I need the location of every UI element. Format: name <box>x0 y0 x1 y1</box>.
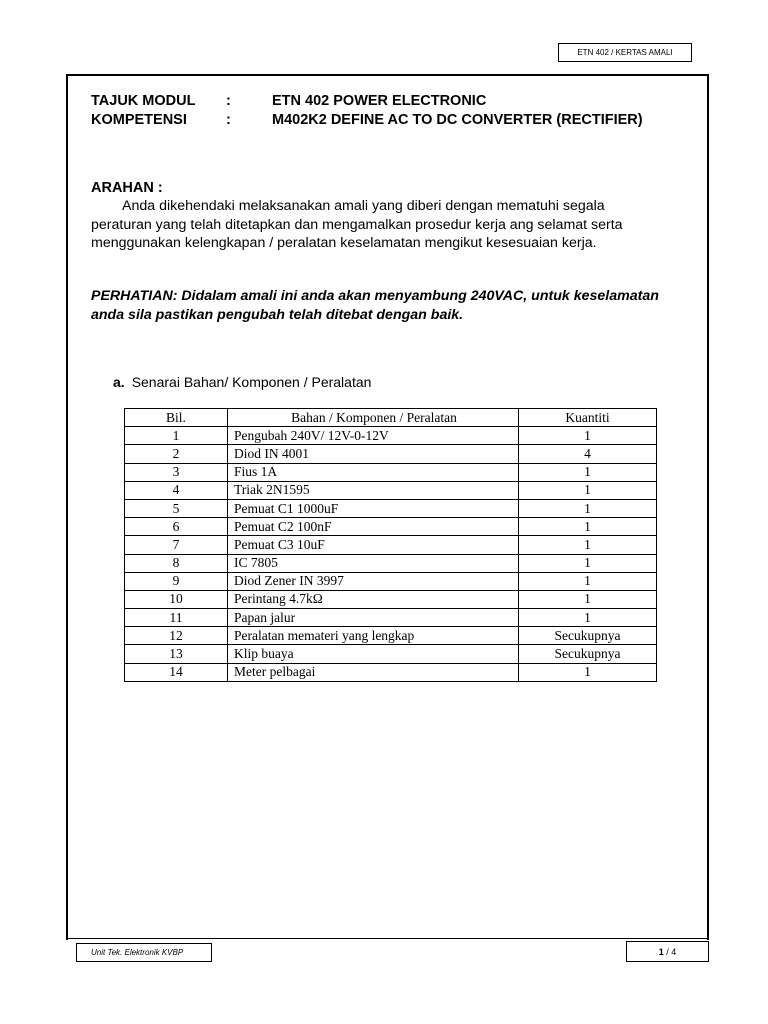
cell-item: Meter pelbagai <box>228 663 519 681</box>
cell-item: Pengubah 240V/ 12V-0-12V <box>228 427 519 445</box>
section-a-title: Senarai Bahan/ Komponen / Peralatan <box>131 374 372 390</box>
table-row <box>125 627 657 645</box>
cell-quantity: 1 <box>519 518 657 536</box>
cell-bil: 7 <box>125 536 228 554</box>
footer-unit: Unit Tek. Elektronik KVBP <box>76 943 212 962</box>
page-number <box>626 941 709 962</box>
cell-bil: 4 <box>125 481 228 499</box>
instructions-text: Anda dikehendaki melaksanakan amali yang diberi dengan mematuhi segala peraturan yang telah ditetapkan dan mengamalkan prosedur kerja ang selamat serta menggunakan kelengkapan / peralatan keselamatan mengikut kesesuaian kerja. <box>91 198 623 251</box>
cell-item: Pemuat C1 1000uF <box>228 499 519 517</box>
cell-bil: 13 <box>125 645 228 663</box>
table-header-row <box>125 409 657 427</box>
cell-quantity: 1 <box>519 481 657 499</box>
table-row <box>125 518 657 536</box>
document-tag: ETN 402 / KERTAS AMALI <box>558 43 692 62</box>
table-row <box>125 645 657 663</box>
instructions-paragraph <box>91 197 651 253</box>
cell-item: Klip buaya <box>228 645 519 663</box>
header-item: Bahan / Komponen / Peralatan <box>228 409 519 427</box>
cell-bil: 5 <box>125 499 228 517</box>
footer-divider <box>66 938 709 939</box>
cell-bil: 8 <box>125 554 228 572</box>
table-row <box>125 499 657 517</box>
cell-item: Pemuat C2 100nF <box>228 518 519 536</box>
table-row <box>125 463 657 481</box>
table-row <box>125 536 657 554</box>
cell-item: Peralatan memateri yang lengkap <box>228 627 519 645</box>
instructions-heading: ARAHAN : <box>91 180 163 196</box>
header-quantity: Kuantiti <box>519 409 657 427</box>
table-row <box>125 445 657 463</box>
page-total: 4 <box>671 947 677 957</box>
cell-quantity: Secukupnya <box>519 627 657 645</box>
cell-item: Diod IN 4001 <box>228 445 519 463</box>
cell-item: Papan jalur <box>228 609 519 627</box>
table-row <box>125 609 657 627</box>
cell-quantity: 4 <box>519 445 657 463</box>
cell-quantity: 1 <box>519 554 657 572</box>
competency-colon: : <box>226 112 231 128</box>
page-current: 1 <box>658 947 664 957</box>
table-row <box>125 663 657 681</box>
table-row <box>125 572 657 590</box>
cell-bil: 12 <box>125 627 228 645</box>
materials-table <box>124 408 657 682</box>
header-bil: Bil. <box>125 409 228 427</box>
cell-quantity: 1 <box>519 427 657 445</box>
cell-item: Pemuat C3 10uF <box>228 536 519 554</box>
cell-quantity: 1 <box>519 536 657 554</box>
cell-bil: 11 <box>125 609 228 627</box>
safety-warning: PERHATIAN: Didalam amali ini anda akan menyambung 240VAC, untuk keselamatan anda sila pastikan pengubah telah ditebat dengan baik. <box>91 288 659 323</box>
table-row <box>125 481 657 499</box>
competency-value: M402K2 DEFINE AC TO DC CONVERTER (RECTIFIER) <box>272 112 643 128</box>
cell-bil: 10 <box>125 590 228 608</box>
competency-label: KOMPETENSI <box>91 112 187 128</box>
cell-item: IC 7805 <box>228 554 519 572</box>
cell-quantity: 1 <box>519 463 657 481</box>
cell-quantity: 1 <box>519 499 657 517</box>
cell-bil: 6 <box>125 518 228 536</box>
cell-bil: 2 <box>125 445 228 463</box>
cell-item: Triak 2N1595 <box>228 481 519 499</box>
module-label: TAJUK MODUL <box>91 93 196 109</box>
cell-quantity: 1 <box>519 663 657 681</box>
table-row <box>125 590 657 608</box>
module-colon: : <box>226 93 231 109</box>
cell-item: Perintang 4.7kΩ <box>228 590 519 608</box>
cell-bil: 14 <box>125 663 228 681</box>
table-row <box>125 427 657 445</box>
cell-item: Fius 1A <box>228 463 519 481</box>
cell-quantity: 1 <box>519 609 657 627</box>
cell-quantity: 1 <box>519 590 657 608</box>
cell-item: Diod Zener IN 3997 <box>228 572 519 590</box>
cell-quantity: 1 <box>519 572 657 590</box>
table-row <box>125 554 657 572</box>
cell-quantity: Secukupnya <box>519 645 657 663</box>
page-separator: / <box>666 947 669 957</box>
section-a-heading <box>113 374 371 390</box>
cell-bil: 1 <box>125 427 228 445</box>
cell-bil: 9 <box>125 572 228 590</box>
module-value: ETN 402 POWER ELECTRONIC <box>272 93 487 109</box>
cell-bil: 3 <box>125 463 228 481</box>
section-a-marker: a. <box>113 374 125 390</box>
